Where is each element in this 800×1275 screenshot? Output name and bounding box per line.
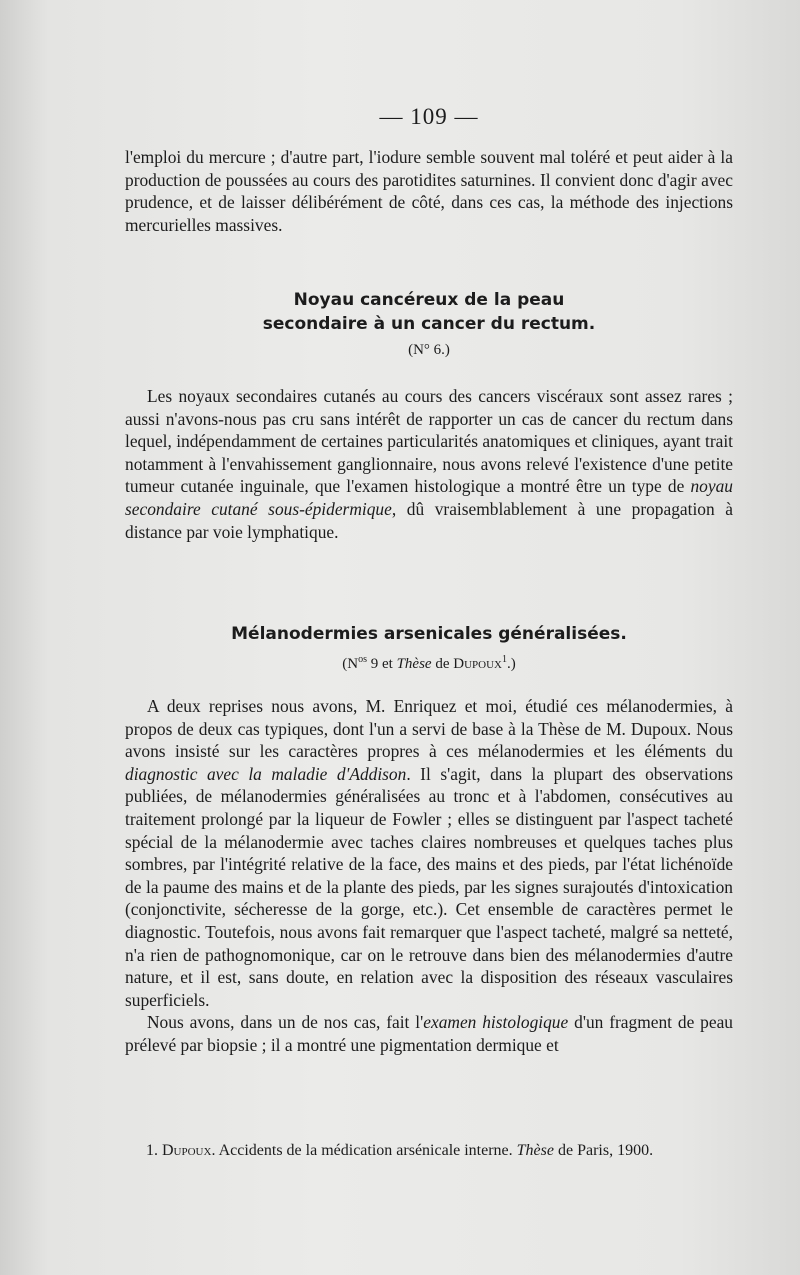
ref-part-c: de: [431, 656, 454, 672]
paragraph-2: [125, 385, 733, 543]
ref-italic: Thèse: [396, 656, 432, 672]
footnote: [146, 1140, 736, 1162]
footnote-marker: 1: [501, 654, 507, 665]
ref-part-b: 9 et: [367, 656, 397, 672]
paragraph-4-text: [125, 1011, 733, 1056]
ref-part-d: .): [506, 656, 516, 672]
paragraph-3-part-a: A deux reprises nous avons, M. Enriquez et moi, étudié ces mélanodermies, à propos de deux cas typiques, dont l'un a servi de base à la Thèse de M. Dupoux. Nous avons insisté sur les caractères propres à ces mélanodermies et les éléments du: [125, 696, 733, 762]
section-title-melanodermies: Mélanodermies arsenicales généralisées.: [231, 624, 627, 644]
section-reference-1: (N° 6.): [408, 342, 450, 358]
paragraph-2-italic: noyau secondaire cutané sous-épidermique: [125, 476, 733, 519]
footnote-part-a: . Accidents de la médication arsénicale interne.: [211, 1142, 517, 1159]
paragraph-3-text: [125, 695, 733, 1011]
paragraph-2-text: [125, 385, 733, 543]
ref-sup: os: [358, 654, 367, 665]
paragraph-1: [125, 146, 733, 236]
footnote-italic: Thèse: [516, 1142, 554, 1159]
paragraph-2-part-b: , dû vraisemblablement à une propagation à distance par voie lymphatique.: [125, 498, 733, 542]
section-title-line-1: Noyau cancéreux de la peau: [293, 290, 565, 310]
paragraphs-3-4: [125, 695, 733, 1057]
paragraph-4-italic: examen histologique: [423, 1012, 569, 1033]
paragraph-4-part-a: Nous avons, dans un de nos cas, fait l': [147, 1012, 424, 1033]
ref-part-a: (N: [342, 656, 359, 672]
footnote-number: 1.: [146, 1142, 158, 1159]
paragraph-3-italic: diagnostic avec la maladie d'Addison: [125, 763, 407, 784]
ref-author: Dupoux: [453, 656, 502, 672]
section-title-line-2: secondaire à un cancer du rectum.: [262, 314, 596, 334]
page-number: — 109 —: [379, 104, 479, 129]
paragraph-3-part-b: . Il s'agit, dans la plupart des observations publiées, de mélanodermies généralisées au tronc et à l'abdomen, consécutives au traitement prolongé par la liqueur de Fowler ; elles se distinguent par l'aspect tacheté spécial de la mélanodermie avec taches claires nombreuses et quelques taches plus sombres, par l'intégrité relative de la face, des mains et des pieds, par l'état lichénoïde de la paume des mains et de la plante des pieds, par les signes surajoutés d'intoxication (conjonctivite, sécheresse de la gorge, etc.). Cet ensemble de caractères permet le diagnostic. Toutefois, nous avons fait remarquer que l'aspect tacheté, malgré sa netteté, n'a rien de pathognomonique, car on le retrouve dans bien des mélanodermies d'autre nature, et il est, sans doute, en relation avec la disposition des réseaux vasculaires superficiels.: [125, 763, 733, 1010]
footnote-author: Dupoux: [162, 1142, 212, 1159]
paragraph-4-part-b: d'un fragment de peau prélevé par biopsie ; il a montré une pigmentation dermique et: [125, 1012, 734, 1055]
paragraph-1-text: l'emploi du mercure ; d'autre part, l'iodure semble souvent mal toléré et peut aider à la production de poussées au cours des parotidites saturnines. Il convient donc d'agir avec prudence, et de laisser délibérément de côté, dans ces cas, la méthode des injections mercurielles massives.: [125, 147, 733, 235]
footnote-part-b: de Paris, 1900.: [553, 1142, 654, 1159]
paragraph-2-part-a: Les noyaux secondaires cutanés au cours des cancers viscéraux sont assez rares ; aussi n'avons-nous pas cru sans intérêt de rapporter un cas de cancer du rectum dans lequel, indépendamment de certaines particularités anatomiques et cliniques, ayant trait notamment à l'envahissement ganglionnaire, nous avons relevé l'existence d'une petite tumeur cutanée inguinale, que l'examen histologique a montré être un type de: [125, 386, 733, 497]
section-title-noyau-cancereux: [125, 288, 733, 336]
section-reference-2: [125, 650, 733, 674]
